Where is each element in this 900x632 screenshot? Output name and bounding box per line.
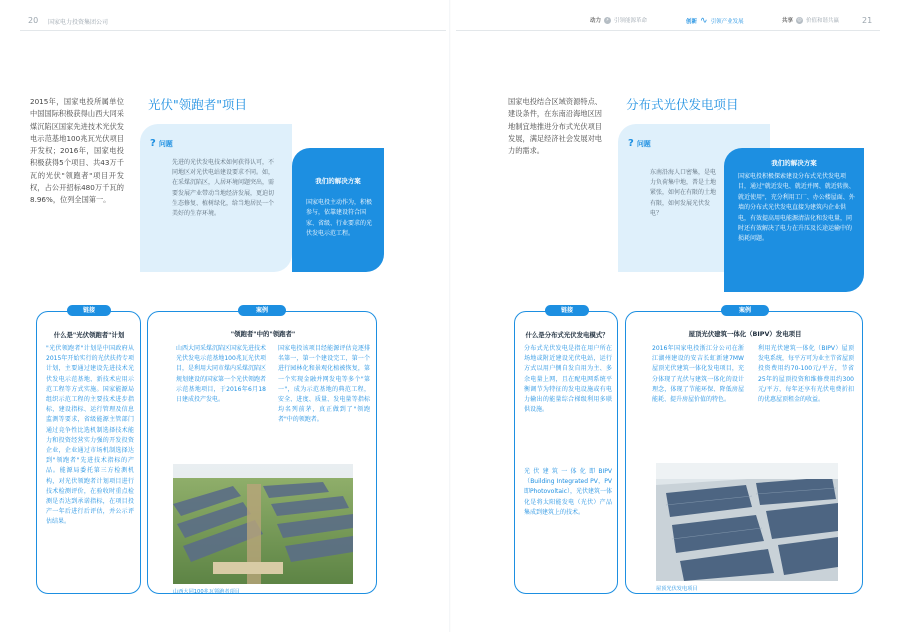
left-page-number: 20 (28, 16, 39, 25)
left-problem-heading: 问题 (158, 139, 173, 148)
right-case-card (625, 307, 863, 594)
right-link-tag: 链接 (545, 305, 589, 316)
nav-item-power-sub: 引领能源革命 (614, 18, 648, 24)
right-page-number: 21 (862, 16, 873, 25)
right-problem-text: 东南沿海人口密集，是电力负荷集中地，普是土地紧张，如何在有限的土地有限，如何发展光伏发电？ (650, 169, 717, 217)
nav-item-innovation-main: 创新 (686, 19, 698, 25)
nav-item-sharing-sub: 价值和谐共赢 (806, 18, 840, 24)
right-link-text1: 分布式光伏发电是指在用户所在场地或附近建设光伏电站，运行方式以用户侧自发自用为主、多余电量上网，且在配电网系统平衡调节为特征的发电设施或有电力输出的能量综合梯级利用多联供设施。 (524, 345, 612, 414)
right-case-col2: 利用光伏建筑一体化（BIPV）屋顶发电系统，每平方可为业主节省屋顶投资费用约70-100元/平方，节省25年的屋顶投资和维修费用约300元/平方，每年还享有光伏电费折扣的优惠屋顶租金的收益。 (758, 345, 855, 404)
right-case-col1: 2016年国家电投浙江分公司在浙江湖州建设的安吉长虹新建7MW屋顶光伏建筑一体化发电项目，充分体现了光伏与建筑一体化的设计理念，体现了节能环保、降低房屋能耗、提升房屋价值的特色。 (652, 345, 744, 404)
right-link-card (514, 307, 618, 594)
right-header-divider (456, 30, 880, 31)
nav-item-innovation-sub: 引领产业发展 (710, 19, 744, 25)
right-solution-heading: 我们的解决方案 (771, 159, 817, 167)
question-icon: ? (628, 138, 634, 149)
right-photo-caption: 屋顶光伏发电项目 (656, 586, 698, 592)
right-case-photo (656, 463, 838, 581)
left-intro-text: 2015年，国家电投所属单位中国国际积极获得山西大同采煤沉陷区国家先进技术光伏发电示范基地100兆瓦光伏项目开发权；2016年，国家电投积极获得5个项目、共43万千瓦的光伏"领跑者"项目开发权，占公开招标480万千瓦的8.96%，位列全国第一。 (30, 97, 124, 205)
nav-item-sharing-main: 共享 (782, 18, 794, 24)
left-solution-text: 国家电投主动作为，积极参与，依靠建设符合国家、省级、行业要求的光伏发电示范工程。 (306, 199, 373, 238)
left-case-col1: 山西大同采煤沉陷区国家先进技术光伏发电示范基地100兆瓦光伏项目，是利用大同市煤内采煤沉陷区规划建设的国家第一个光伏领跑者示范基地项目，于2016年6月18日建成投产发电。 (176, 345, 267, 404)
left-link-title: 什么是"光伏领跑者"计划 (53, 331, 125, 339)
share-icon: ◎ (797, 17, 802, 23)
left-link-tag: 链接 (67, 305, 111, 316)
right-case-title: 屋顶光伏建筑一体化（BIPV）发电项目 (688, 330, 802, 338)
nav-item-sharing[interactable] (782, 16, 839, 24)
nav-item-power-main: 动力 (590, 18, 602, 24)
nav-item-power[interactable] (590, 16, 647, 24)
right-intro-text: 国家电投结合区域资源特点、建设条件，在东南沿海地区因地制宜地推进分布式光伏项目发展，满足经济社会发展对电力的需求。 (508, 97, 602, 156)
right-link-title: 什么是分布式光伏发电模式？ (525, 331, 609, 339)
right-solution-text: 国家电投积极探索建设分布式光伏发电项目，通过"就近发电、就近并网、就近转换、就近使用"，充分利用工厂、办公楼屋面、外墙的分布式光伏发电直接为建筑内企业供电，有效提高用电能源清洁化和发电量，同时还有效解决了电力在升压及长途运输中的损耗问题。 (738, 173, 855, 243)
page-spine (449, 0, 451, 632)
left-case-title: "领跑者"中的"领跑者" (230, 330, 296, 338)
right-link-text2: 光伏建筑一体化即BIPV（Building Integrated PV，PV即Photovoltaic），光伏建筑一体化是将太阳能发电（光伏）产品集成到建筑上的技术。 (524, 468, 612, 516)
left-case-card (147, 307, 377, 595)
left-section-title: 光伏"领跑者"项目 (148, 97, 247, 112)
left-case-col2: 国家电投该项目经能源评估竞逐排名第一，第一个建设完工，第一个进行园林化和景观化植被恢复，第一个实现金融并网发电等多个"第一"，成为示范基地的典范工程，安全、进度、质量、发电量等指标均名列前茅，真正做到了"领跑者"中的领跑者。 (278, 345, 370, 424)
left-solution-heading: 我们的解决方案 (315, 177, 361, 185)
left-company-name: 国家电力投资集团公司 (48, 19, 109, 26)
left-link-text: "光伏领跑者"计划是中国政府从2015年开始实行的光伏扶持专项计划，主要通过建设先进技术光伏发电示范基地、新技术应用示范工程等方式实施。国家能源局组织示范工程的主要技术进步指标，建设指标、运行管理及信息监测等要求，省级能源主管部门通过竞争性比选机制选择技术能力和投资经营实力强的开发投资企业，企业通过市场机制选择达到"领跑者"先进技术指标的产品。能源局委托第三方检测机构，对光伏领跑者计划项目进行技术检测评价，在验收时重点检测是否达到承诺指标，在项目投产一年后进行后评估，并公示评估结果。 (46, 345, 134, 526)
right-problem-heading: 问题 (636, 139, 651, 148)
wave-icon: ∿ (700, 16, 708, 26)
left-case-photo (173, 464, 353, 584)
power-icon: ⚡ (605, 17, 610, 23)
solar-field-image (173, 464, 353, 584)
left-header-divider (20, 30, 446, 31)
rooftop-solar-image (656, 463, 838, 581)
left-solution-box (292, 148, 384, 272)
right-solution-box (724, 148, 864, 292)
right-case-tag: 案例 (721, 305, 769, 316)
nav-item-innovation[interactable] (686, 16, 744, 26)
question-icon: ? (150, 138, 156, 149)
left-link-card (36, 307, 141, 594)
left-problem-text: 先进的光伏发电技术如何获得认可，不同地区对光伏电站建设要求不同。如，在采煤沉陷区，人居环境问题突出，需要发展产业带动当地经济发展，更迫切生态修复、植树绿化，给当地居民一个美好的生存环境。 (172, 159, 275, 218)
left-problem-box (140, 124, 292, 272)
left-photo-caption: 山西大同100兆瓦领跑者项目 (173, 589, 240, 595)
right-section-title: 分布式光伏发电项目 (626, 97, 739, 112)
left-case-tag: 案例 (238, 305, 286, 316)
